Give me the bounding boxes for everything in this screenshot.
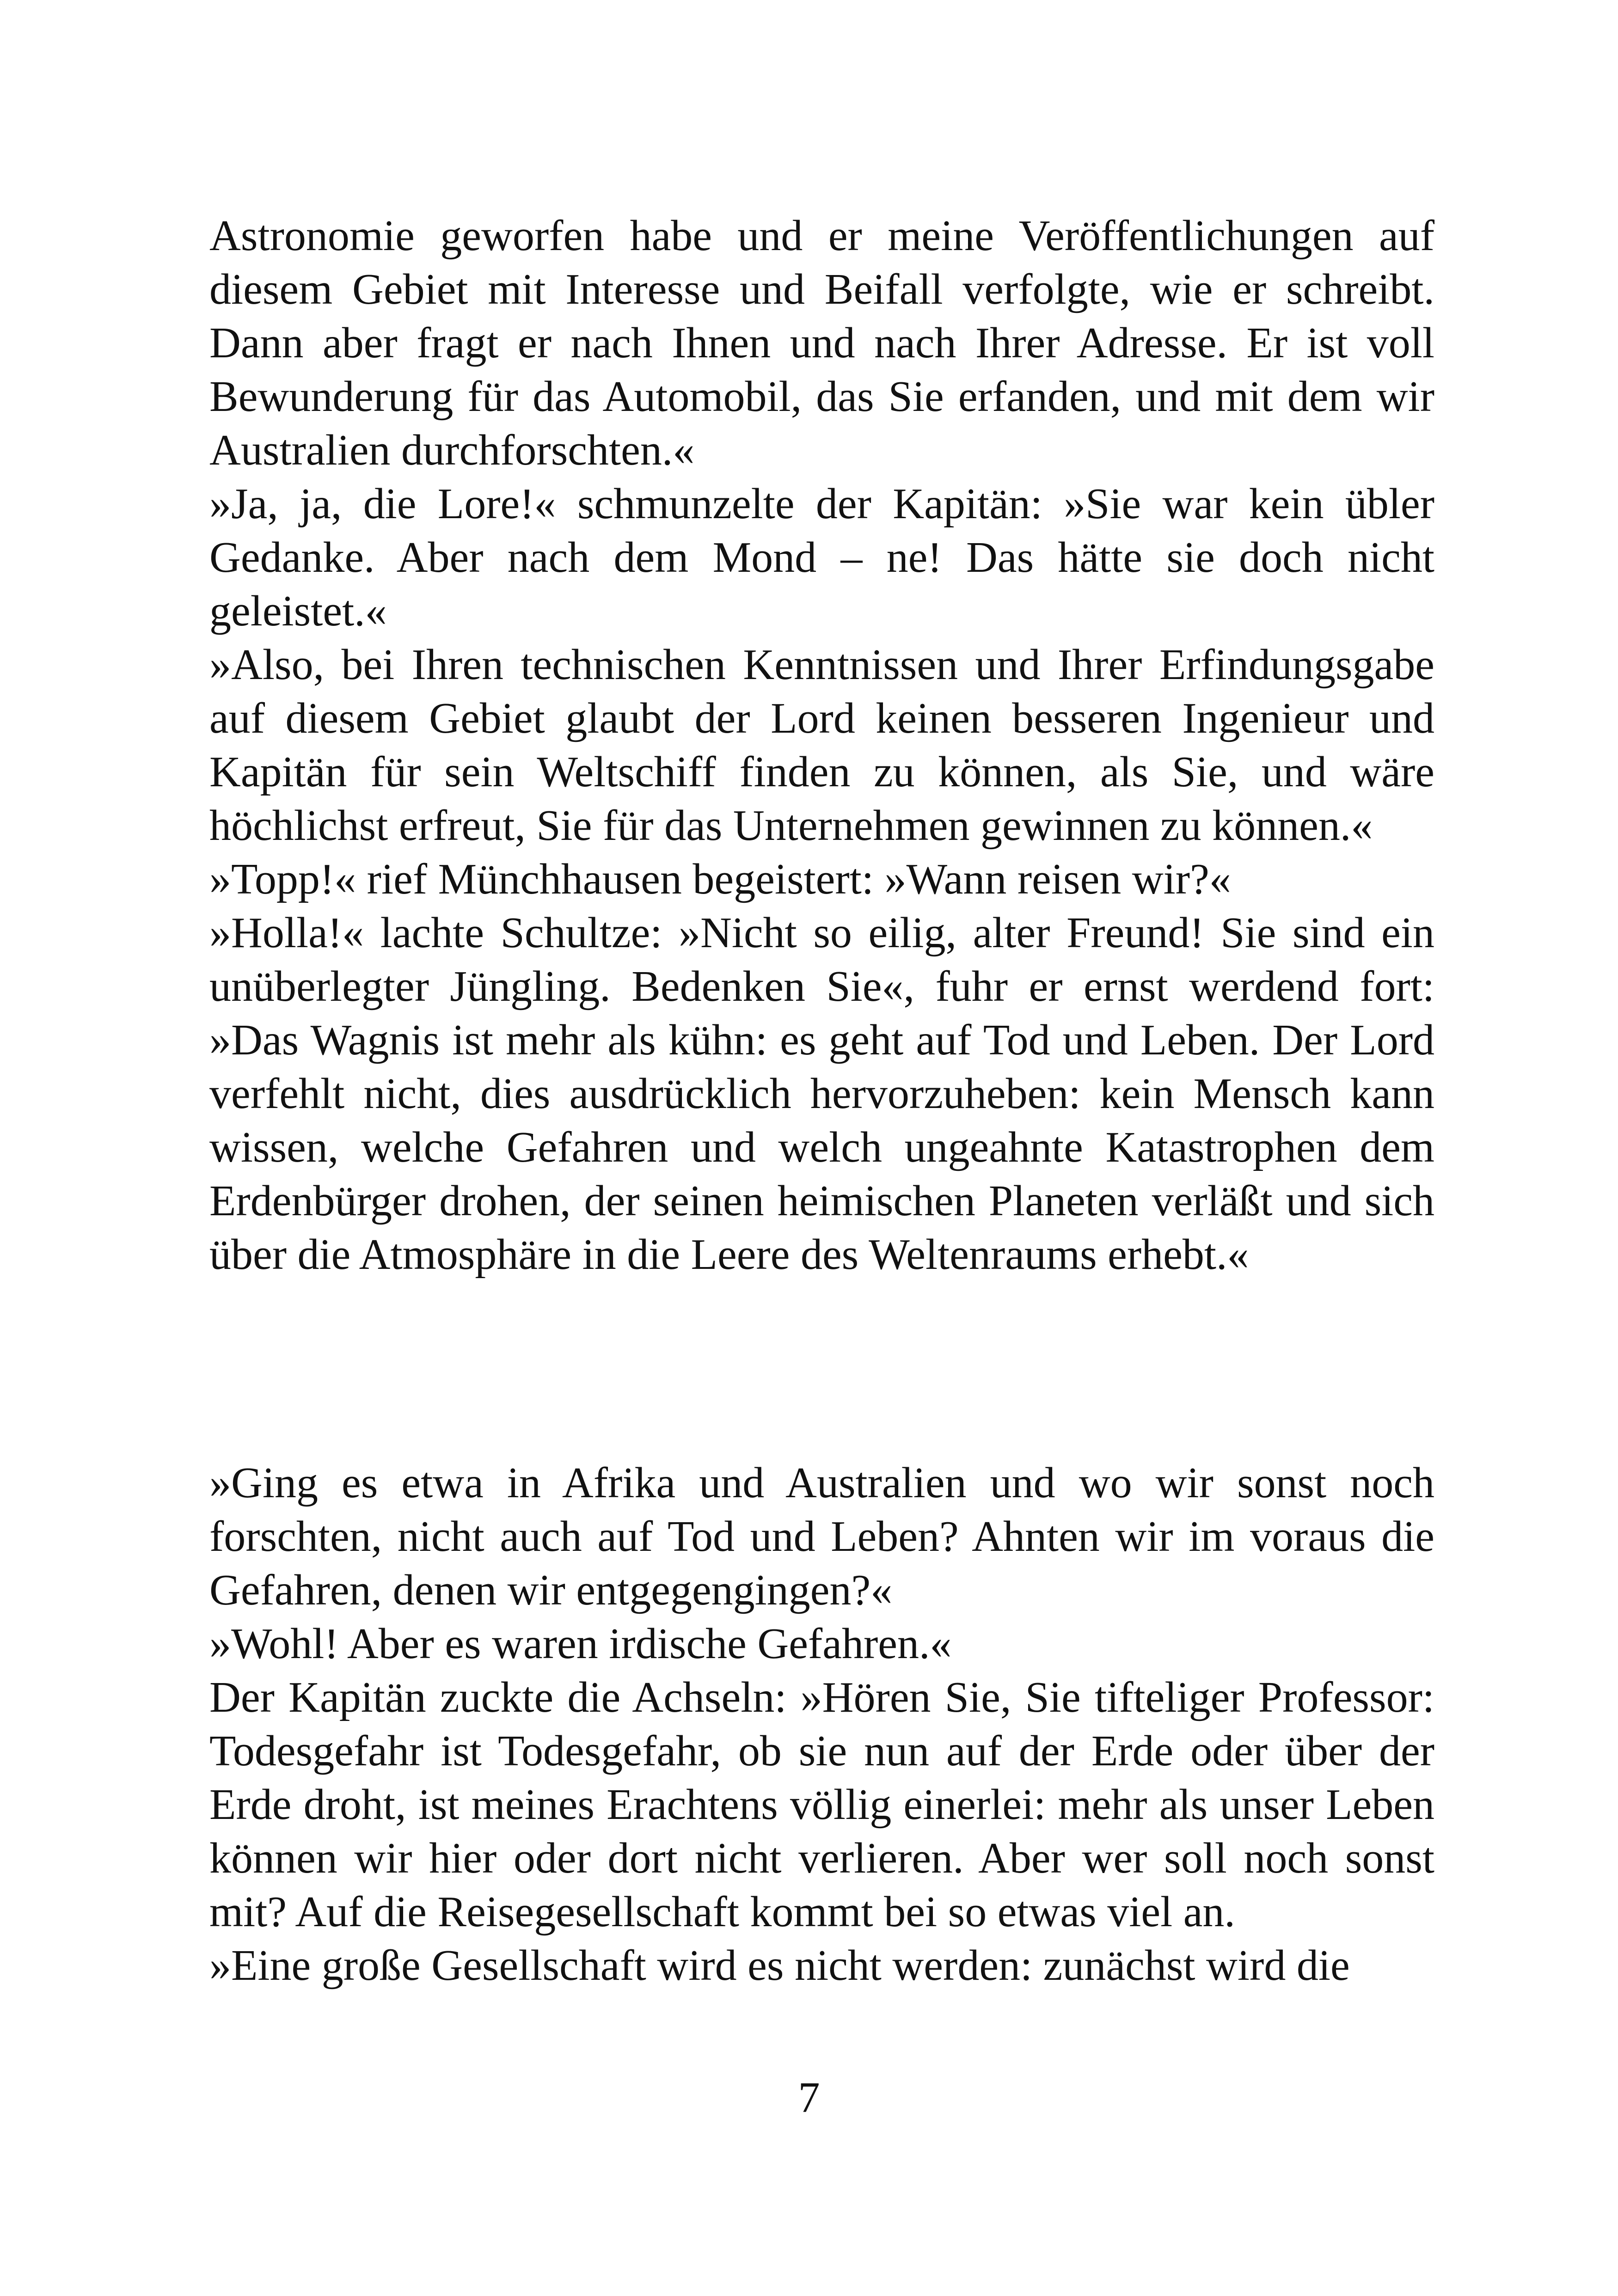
paragraph: Astronomie geworfen habe und er meine Veröffentlichungen auf diesem Gebiet mit Interesse und Beifall verfolgte, wie er schreibt. Dann aber fragt er nach Ihnen und nach Ihrer Adresse. Er ist voll Bewunderung für das Automobil, das Sie erfanden, und mit dem wir Australien durchforschten.« — [209, 212, 1434, 474]
paragraph: »Topp!« rief Münchhausen begeistert: »Wann reisen wir?« — [209, 855, 1231, 903]
paragraph: »Wohl! Aber es waren irdische Gefahren.« — [209, 1620, 952, 1668]
page-number: 7 — [798, 2074, 820, 2122]
text-block-lower — [209, 1456, 1434, 1992]
paragraph: »Ging es etwa in Afrika und Australien und wo wir sonst noch forschten, nicht auch auf Tod und Leben? Ahnten wir im voraus die Gefahren, denen wir entgegengingen?« — [209, 1459, 1434, 1614]
paragraph: »Also, bei Ihren technischen Kenntnissen und Ihrer Erfindungsgabe auf diesem Gebiet glaubt der Lord keinen besseren Ingenieur und Kapitän für sein Weltschiff finden zu können, als Sie, und wäre höchlichst erfreut, Sie für das Unternehmen gewinnen zu können.« — [209, 641, 1434, 850]
paragraph: »Holla!« lachte Schultze: »Nicht so eilig, alter Freund! Sie sind ein unüberlegter Jüngling. Bedenken Sie«, fuhr er ernst werdend fort: »Das Wagnis ist mehr als kühn: es geht auf Tod und Leben. Der Lord verfehlt nicht, dies ausdrücklich hervorzuheben: kein Mensch kann wissen, welche Gefahren und welch ungeahnte Katastrophen dem Erdenbürger drohen, der seinen heimischen Planeten verläßt und sich über die Atmosphäre in die Leere des Weltenraums erhebt.« — [209, 909, 1434, 1279]
text-block-upper — [209, 209, 1434, 1281]
paragraph: »Ja, ja, die Lore!« schmunzelte der Kapitän: »Sie war kein übler Gedanke. Aber nach dem Mond – ne! Das hätte sie doch nicht geleistet.« — [209, 480, 1434, 635]
paragraph: Der Kapitän zuckte die Achseln: »Hören Sie, Sie tifteliger Professor: Todesgefahr ist Todesgefahr, ob sie nun auf der Erde oder über der Erde droht, ist meines Erachtens völlig einerlei: mehr als unser Leben können wir hier oder dort nicht verlieren. Aber wer soll noch sonst mit? Auf die Reisegesellschaft kommt bei so etwas viel an. — [209, 1673, 1434, 1936]
paragraph: »Eine große Gesellschaft wird es nicht werden: zunächst wird die — [209, 1941, 1350, 1990]
